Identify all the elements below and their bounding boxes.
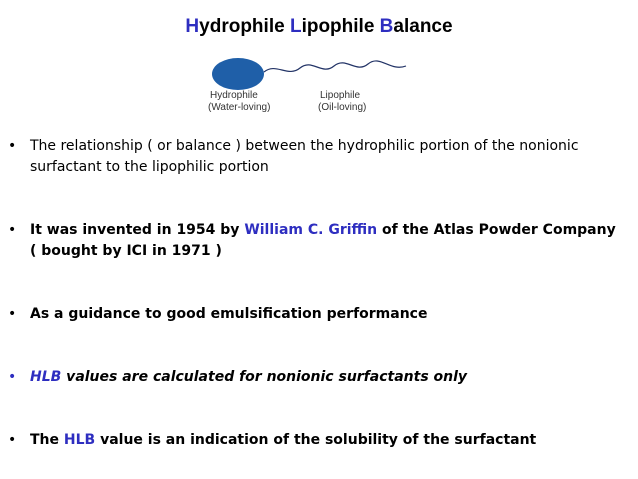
lipophile-tail bbox=[264, 61, 406, 72]
bullet-text-segment: HLB bbox=[30, 369, 62, 385]
lipophile-label: Lipophile bbox=[320, 90, 361, 101]
lipophile-sub-label: (Oil-loving) bbox=[318, 102, 367, 113]
bullet-text-segment: The relationship ( or balance ) between the hydrophilic portion of the nonionic surfactant to the lipophilic portion bbox=[30, 138, 579, 175]
bullet-marker: • bbox=[8, 222, 17, 238]
bullet-item bbox=[8, 304, 618, 325]
title-accent-letter: L bbox=[289, 16, 302, 37]
bullet-text-segment: It was invented in 1954 by bbox=[30, 222, 245, 238]
title-text: ydrophile bbox=[199, 16, 290, 37]
title-accent-letter: H bbox=[185, 16, 200, 37]
bullet-item bbox=[8, 136, 618, 178]
bullet-text-segment: As a guidance to good emulsification performance bbox=[30, 306, 428, 322]
hydrophile-sub-label: (Water-loving) bbox=[208, 102, 271, 113]
bullet-text-segment: value is an indication of the solubility of the surfactant bbox=[95, 432, 537, 448]
bullet-text-segment: HLB bbox=[63, 432, 96, 448]
bullet-text-segment: The bbox=[30, 432, 64, 448]
title-text: alance bbox=[393, 16, 453, 37]
title-text: ipophile bbox=[301, 16, 380, 37]
bullet-item bbox=[8, 367, 618, 388]
title-accent-letter: B bbox=[379, 16, 394, 37]
bullet-marker: • bbox=[8, 306, 17, 322]
hydrophile-label: Hydrophile bbox=[210, 90, 258, 101]
bullet-marker: • bbox=[8, 369, 17, 385]
bullet-item bbox=[8, 220, 618, 262]
bullet-text-segment: of the Atlas Powder Company ( bought by ICI in 1971 ) bbox=[30, 222, 616, 259]
surfactant-molecule-graphic bbox=[196, 52, 416, 92]
page-title bbox=[0, 16, 638, 38]
bullet-text-segment: William C. Griffin bbox=[244, 222, 378, 238]
bullet-text-segment: values are calculated for nonionic surfactants only bbox=[61, 369, 468, 385]
hydrophile-head bbox=[212, 58, 264, 90]
bullet-marker: • bbox=[8, 138, 17, 154]
bullet-item bbox=[8, 430, 618, 451]
surfactant-diagram bbox=[196, 52, 416, 118]
bullet-marker: • bbox=[8, 432, 17, 448]
